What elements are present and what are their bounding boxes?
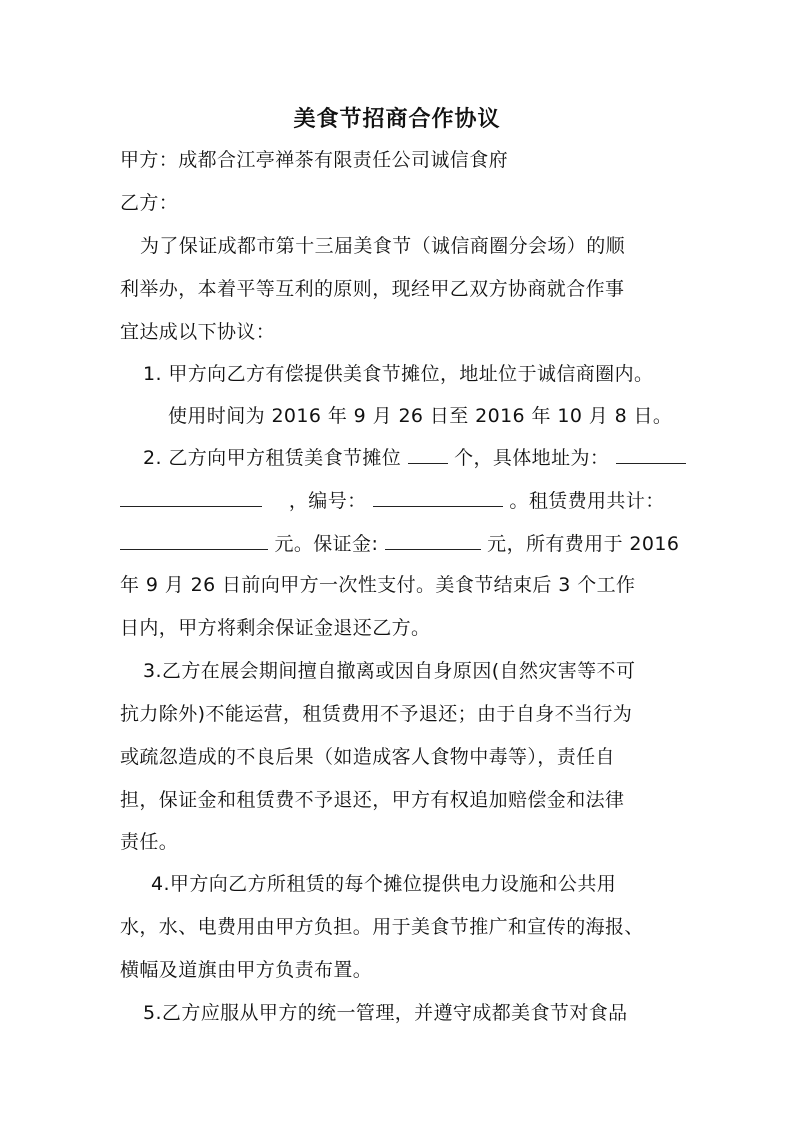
clause-2-text-f: 元，所有费用于 2016 <box>487 533 680 555</box>
document-title: 美食节招商合作协议 <box>293 106 501 132</box>
clause-1-line-1: 1. 甲方向乙方有偿提供美食节摊位，地址位于诚信商圈内。 <box>143 363 654 385</box>
clause-3-line-2: 抗力除外)不能运营，租赁费用不予退还；由于自身不当行为 <box>120 703 633 725</box>
clause-5-line-1: 5.乙方应服从甲方的统一管理，并遵守成都美食节对食品 <box>143 1002 628 1024</box>
clause-2-line-3 <box>120 531 679 556</box>
clause-2-text-a: 2. 乙方向甲方租赁美食节摊位 <box>143 447 402 469</box>
clause-2-line-5: 日内，甲方将剩余保证金退还乙方。 <box>120 617 431 639</box>
clause-3-line-4: 担，保证金和租赁费不予退还，甲方有权追加赔偿金和法律 <box>120 789 625 811</box>
clause-1-line-2: 使用时间为 2016 年 9 月 26 日至 2016 年 10 月 8 日。 <box>168 405 673 427</box>
intro-line-3: 宜达成以下协议： <box>120 321 276 343</box>
party-a-line: 甲方：成都合江亭禅茶有限责任公司诚信食府 <box>120 149 509 171</box>
rent-total-blank[interactable] <box>120 531 268 550</box>
intro-line-1: 为了保证成都市第十三届美食节（诚信商圈分会场）的顺 <box>140 235 626 257</box>
clause-3-line-3: 或疏忽造成的不良后果（如造成客人食物中毒等），责任自 <box>120 746 615 768</box>
intro-line-2: 利举办，本着平等互利的原则，现经甲乙双方协商就合作事 <box>120 278 625 300</box>
address-blank[interactable] <box>616 445 686 464</box>
deposit-blank[interactable] <box>385 531 481 550</box>
clause-2-text-b: 个，具体地址为： <box>454 447 610 469</box>
clause-2-line-4: 年 9 月 26 日前向甲方一次性支付。美食节结束后 3 个工作 <box>120 574 636 596</box>
clause-2-line-1 <box>143 445 686 470</box>
clause-4-line-1: 4.甲方向乙方所租赁的每个摊位提供电力设施和公共用 <box>151 873 617 895</box>
clause-2-text-c: ，编号： <box>288 490 367 512</box>
clause-2-text-e: 元。保证金: <box>274 533 379 555</box>
stall-count-blank[interactable] <box>408 445 448 464</box>
clause-3-line-5: 责任。 <box>120 831 179 853</box>
clause-4-line-2: 水，水、电费用由甲方负担。用于美食节推广和宣传的海报、 <box>120 916 644 938</box>
clause-3-line-1: 3.乙方在展会期间擅自撤离或因自身原因(自然灾害等不可 <box>143 660 636 682</box>
clause-2-text-d: 。租赁费用共计： <box>509 490 665 512</box>
clause-2-line-2 <box>120 488 665 513</box>
clause-4-line-3: 横幅及道旗由甲方负责布置。 <box>120 959 373 981</box>
party-b-line: 乙方： <box>120 192 179 214</box>
address-blank-continued[interactable] <box>120 488 262 507</box>
number-blank[interactable] <box>373 488 503 507</box>
